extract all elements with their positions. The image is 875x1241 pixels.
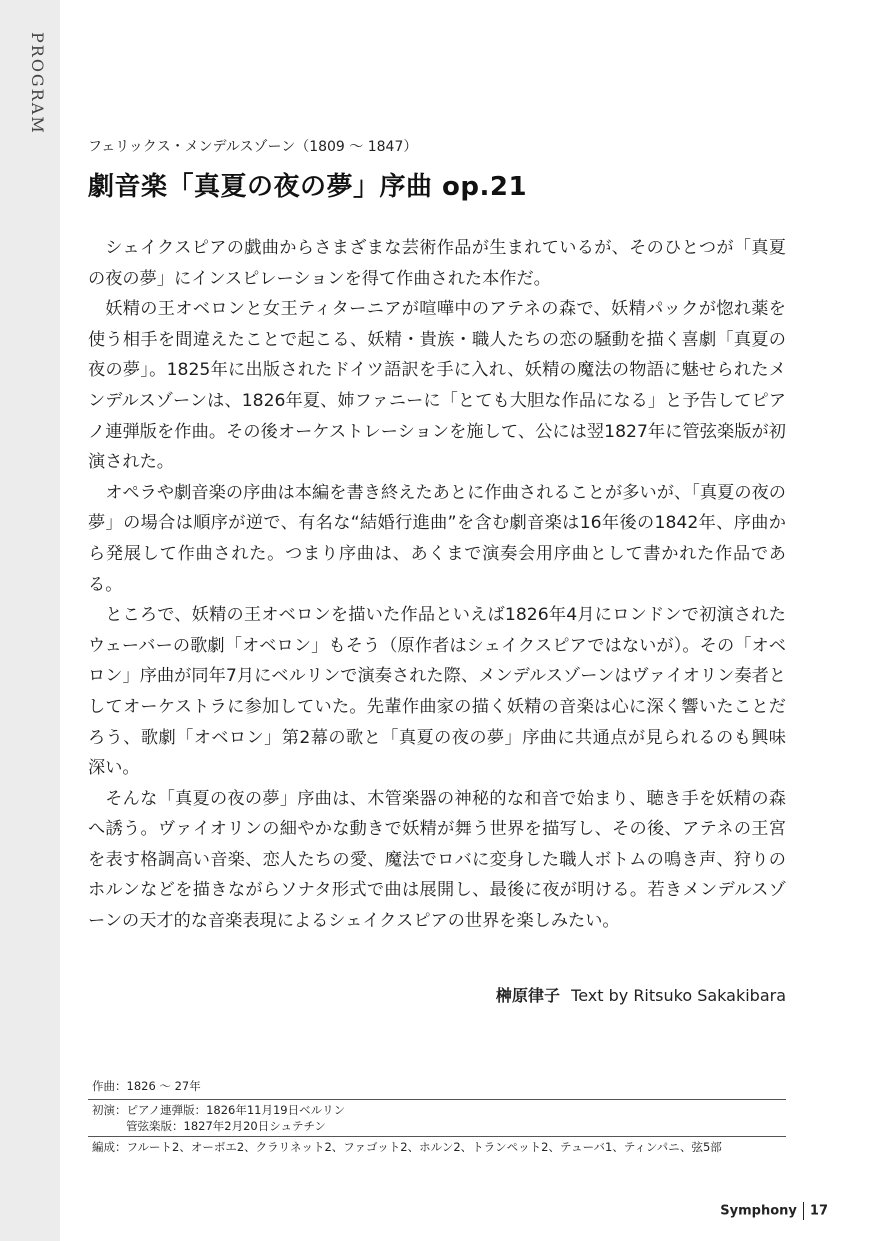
page-footer [720, 1202, 828, 1220]
footer-divider [803, 1202, 804, 1220]
paragraph: シェイクスピアの戯曲からさまざまな芸術作品が生まれているが、そのひとつが「真夏の夜の夢」にインスピレーションを得て作曲された本作だ。 [88, 238, 786, 289]
page-title: 劇音楽「真夏の夜の夢」序曲 op.21 [88, 172, 528, 202]
premiere-orchestra: 管弦楽版：1827年2月20日シュテチン [126, 1119, 326, 1133]
page-number: 17 [809, 1203, 828, 1219]
side-band [0, 0, 60, 1241]
author-signature [496, 983, 786, 1006]
premiere-info [88, 1099, 786, 1136]
article-body [88, 233, 786, 937]
author-name-jp: 榊原律子 [496, 986, 561, 1005]
composed-date: 作曲：1826 ～ 27年 [92, 1079, 201, 1093]
premiere-piano: 初演：ピアノ連弾版：1826年11月19日ベルリン [92, 1103, 346, 1117]
paragraph: 妖精の王オベロンと女王ティターニアが喧嘩中のアテネの森で、妖精パックが惚れ薬を使う相手を間違えたことで起こる、妖精・貴族・職人たちの恋の騒動を描く喜劇「真夏の夜の夢」。1825年に出版されたドイツ語訳を手に入れ、妖精の魔法の物語に魅せられたメンデルスゾーンは、1826年夏、姉ファニーに「とても大胆な作品になる」と予告してピアノ連弾版を作曲。その後オーケストレーションを施して、公には翌1827年に管弦楽版が初演された。 [88, 299, 786, 473]
author-credit-en: Text by Ritsuko Sakakibara [571, 986, 786, 1005]
composer-name: フェリックス・メンデルスゾーン（1809 ～ 1847） [88, 139, 418, 155]
instrumentation: 編成：フルート2、オーボエ2、クラリネット2、ファゴット2、ホルン2、トランペット2、テューバ1、ティンパニ、弦5部 [88, 1136, 786, 1157]
paragraph: そんな「真夏の夜の夢」序曲は、木管楽器の神秘的な和音で始まり、聴き手を妖精の森へ誘う。ヴァイオリンの細やかな動きで妖精が舞う世界を描写し、その後、アテネの王宮を表す格調高い音楽、恋人たちの愛、魔法でロバに変身した職人ボトムの鳴き声、狩りのホルンなどを描きながらソナタ形式で曲は展開し、最後に夜が明ける。若きメンデルスゾーンの天才的な音楽表現によるシェイクスピアの世界を楽しみたい。 [88, 788, 786, 932]
paragraph: オペラや劇音楽の序曲は本編を書き終えたあとに作曲されることが多いが、「真夏の夜の夢」の場合は順序が逆で、有名な“結婚行進曲”を含む劇音楽は16年後の1842年、序曲から発展して作曲された。つまり序曲は、あくまで演奏会用序曲として書かれた作品である。 [88, 482, 786, 595]
magazine-name: Symphony [720, 1203, 797, 1219]
paragraph: ところで、妖精の王オベロンを描いた作品といえば1826年4月にロンドンで初演されたウェーバーの歌劇「オベロン」もそう（原作者はシェイクスピアではないが）。その「オベロン」序曲が同年7月にベルリンで演奏された際、メンデルスゾーンはヴァイオリン奏者としてオーケストラに参加していた。先輩作曲家の描く妖精の音楽は心に深く響いたことだろう、歌劇「オベロン」第2幕の歌と「真夏の夜の夢」序曲に共通点が見られるのも興味深い。 [88, 605, 786, 779]
section-label: PROGRAM [28, 32, 47, 135]
work-credits [88, 1076, 786, 1157]
